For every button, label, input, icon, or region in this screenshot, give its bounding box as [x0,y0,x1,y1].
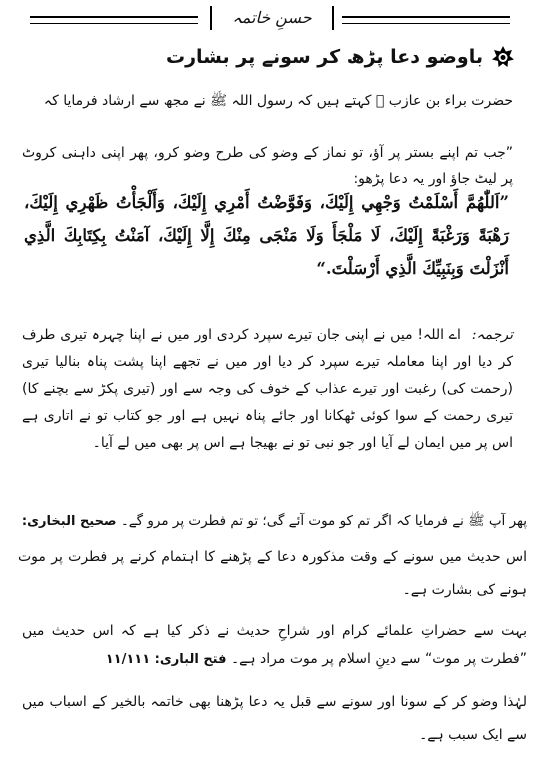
paragraph-text: بہت سے حضراتِ علمائے کرام اور شراحِ حدیث نے ذکر کیا ہے کہ اس حدیث میں ”فطرت پر موت“ سے دینِ اسلام پر موت مراد ہے۔ [22,623,527,667]
paragraph-explanation: اس حدیث میں سونے کے وقت مذکورہ دعا کے پڑھنے کا اہتمام کرنے پر فطرت پر موت ہونے کی بشارت ہے۔ [18,549,527,598]
header-title: حسنِ خاتمہ [210,6,334,30]
translation-label: ترجمہ: [471,327,513,343]
arabic-dua: ”اَللّٰهُمَّ أَسْلَمْتُ وَجْهِي إِلَيْكَ، وَفَوَّضْتُ أَمْرِي إِلَيْكَ، وَأَلْجَأْتُ ظَهْرِي إِلَيْكَ، رَهْبَةً وَرَغْبَةً إِلَيْكَ، لَا مَلْجَأَ وَلَا مَنْجَى مِنْكَ إِلَّا إِلَيْكَ، آمَنْتُ بِكِتَابِكَ الَّذِي أَنْزَلْتَ وَبِنَبِيِّكَ الَّذِي أَرْسَلْتَ.“ [24,193,509,278]
translation-text: اے اللہ! میں نے اپنی جان تیرے سپرد کردی اور میں نے اپنا چہرہ تیری طرف کر دیا اور اپنا معاملہ تیرے سپرد کر دیا اور میں نے تجھے اپنا پشت پناہ بنالیا تیری (رحمت کی) رغبت اور تیرے عذاب کے خوف کی وجہ سے اور (تیری پکڑ سے بچنے کا) تیری رحمت کے سوا کوئی ٹھکانا اور جائے پناہ نہیں ہے اور جو کتاب تو نے اتاری ہے اس پر میں ایمان لے آیا اور جو نبی تو نے بھیجا ہے اس پر بھی میں لے آیا۔ [22,327,513,451]
reference-fath-al-bari: فتح الباری: ۱۱/۱۱۱ [105,652,227,667]
section-heading-row [20,42,515,72]
header-rule-left [30,16,198,24]
section-heading: باوضو دعا پڑھ کر سونے پر بشارت [166,46,483,68]
paragraph-hadith-end [0,507,527,536]
intro-line: حضرت براء بن عازب ﷛ کہتے ہیں کہ رسول اللہ ﷺ نے مجھ سے ارشاد فرمایا کہ [43,93,513,109]
page-header [30,6,510,32]
paragraph-scholars [22,617,527,674]
header-rule-right [342,16,510,24]
paragraph-text: پھر آپ ﷺ نے فرمایا کہ اگر تم کو موت آئے گی؛ تو تم فطرت پر مرو گے۔ [120,513,527,529]
reference-bukhari: صحیح البخاری: [21,514,117,529]
star-ornament-icon [491,45,515,69]
translation-block [22,322,513,457]
paragraph-conclusion: لہٰذا وضو کر کے سونا اور سونے سے قبل یہ دعا پڑھنا بھی خاتمہ بالخیر کے اسباب میں سے ایک سبب ہے۔ [22,694,527,743]
intro-instruction: ”جب تم اپنے بستر پر آؤ، تو نماز کے وضو کی طرح وضو کرو، پھر اپنی داہنی کروٹ پر لیٹ جاؤ اور یہ دعا پڑھو: [22,145,513,187]
